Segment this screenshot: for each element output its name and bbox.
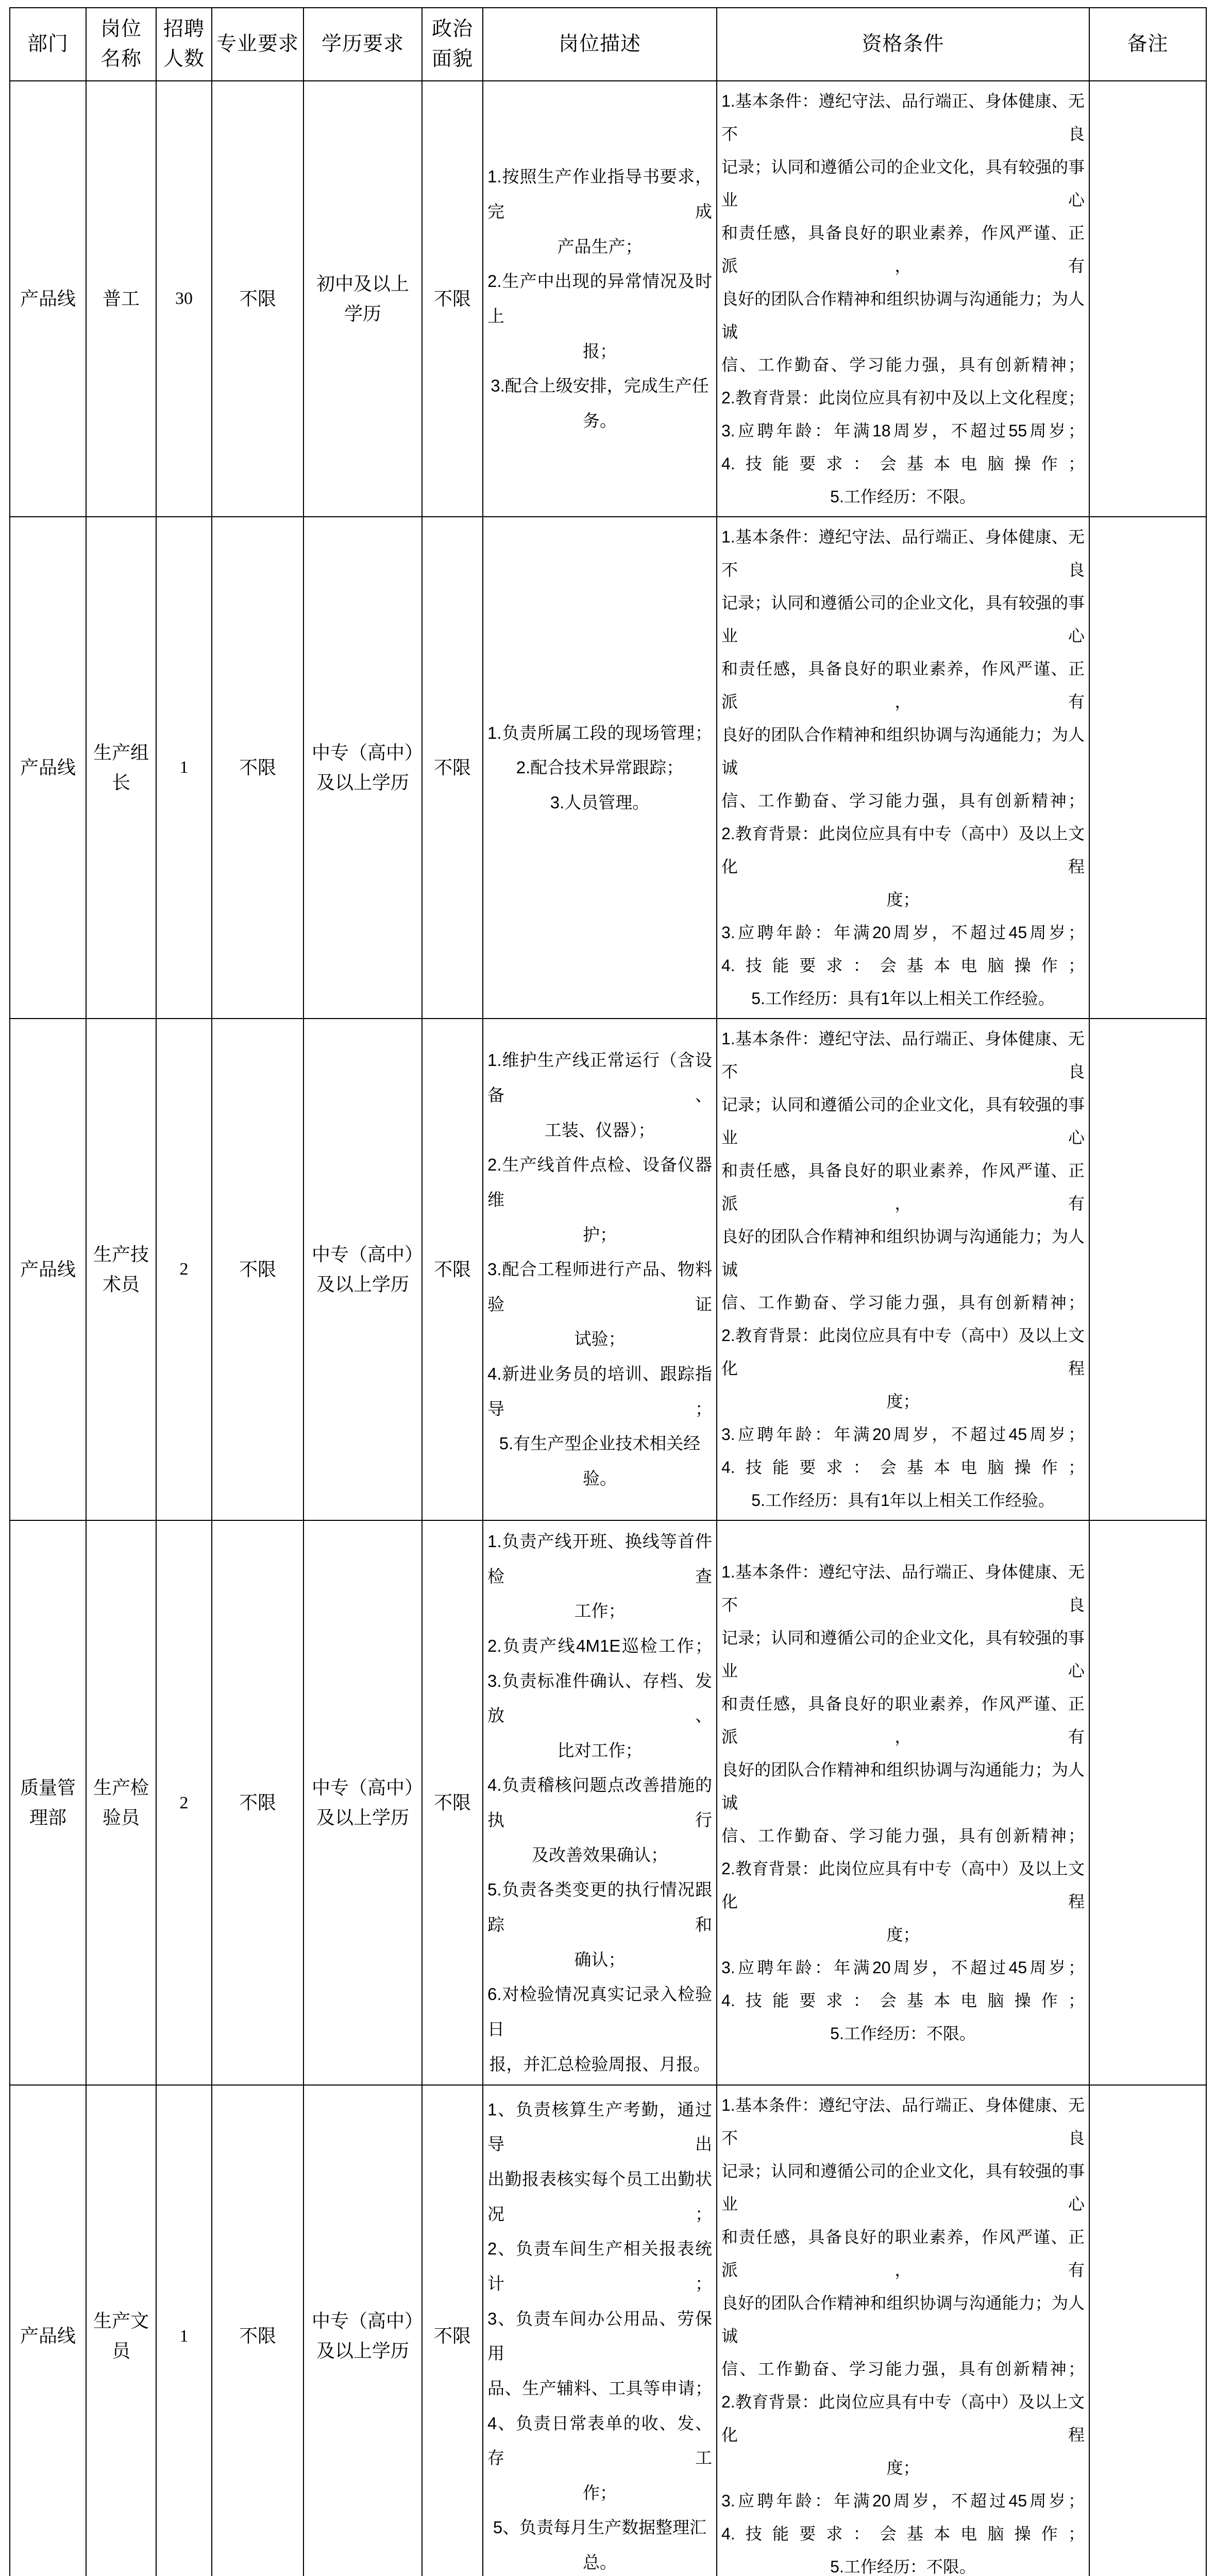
cell-department: 产品线 bbox=[10, 2085, 86, 2576]
cell-education: 初中及以上学历 bbox=[303, 81, 422, 517]
cell-department: 产品线 bbox=[10, 1019, 86, 1520]
cell-politics: 不限 bbox=[422, 1520, 483, 2085]
header-row bbox=[10, 8, 1206, 81]
cell-headcount: 30 bbox=[156, 81, 212, 517]
cell-education: 中专（高中）及以上学历 bbox=[303, 517, 422, 1019]
table-body bbox=[10, 81, 1206, 2576]
cell-headcount: 1 bbox=[156, 2085, 212, 2576]
cell-education: 中专（高中）及以上学历 bbox=[303, 1520, 422, 2085]
cell-position: 普工 bbox=[86, 81, 156, 517]
column-header-major: 专业要求 bbox=[212, 8, 303, 81]
cell-headcount: 1 bbox=[156, 517, 212, 1019]
cell-education: 中专（高中）及以上学历 bbox=[303, 2085, 422, 2576]
cell-headcount: 2 bbox=[156, 1520, 212, 2085]
cell-department: 质量管理部 bbox=[10, 1520, 86, 2085]
cell-qualification: 1.基本条件：遵纪守法、品行端正、身体健康、无不良 记录；认同和遵循公司的企业文化，具有较强的事业心 和责任感，具备良好的职业素养，作风严谨、正派，有 良好的团队合作精神和组织协调与沟通能力；为人诚 信、工作勤奋、学习能力强，具有创新精神； 2.教育背景：此岗位应具有中专（高中）及以上文化程 度； 3.应聘年龄：年满20周岁，不超过45周岁； 4.技能要求：会基本电脑操作； 5.工作经历：具有1年以上相关工作经验。 bbox=[717, 1019, 1089, 1520]
cell-remark bbox=[1089, 517, 1206, 1019]
cell-qualification: 1.基本条件：遵纪守法、品行端正、身体健康、无不良 记录；认同和遵循公司的企业文化，具有较强的事业心 和责任感，具备良好的职业素养，作风严谨、正派，有 良好的团队合作精神和组织协调与沟通能力；为人诚 信、工作勤奋、学习能力强，具有创新精神； 2.教育背景：此岗位应具有中专（高中）及以上文化程 度； 3.应聘年龄：年满20周岁，不超过45周岁； 4.技能要求：会基本电脑操作； 5.工作经历：不限。 bbox=[717, 2085, 1089, 2576]
cell-job-description: 1.负责所属工段的现场管理； 2.配合技术异常跟踪； 3.人员管理。 bbox=[483, 517, 717, 1019]
table-row bbox=[10, 2085, 1206, 2576]
cell-major: 不限 bbox=[212, 1520, 303, 2085]
cell-position: 生产技术员 bbox=[86, 1019, 156, 1520]
cell-department: 产品线 bbox=[10, 81, 86, 517]
table-header bbox=[10, 8, 1206, 81]
cell-position: 生产文员 bbox=[86, 2085, 156, 2576]
cell-position: 生产检验员 bbox=[86, 1520, 156, 2085]
cell-qualification: 1.基本条件：遵纪守法、品行端正、身体健康、无不良 记录；认同和遵循公司的企业文化，具有较强的事业心 和责任感，具备良好的职业素养，作风严谨、正派，有 良好的团队合作精神和组织协调与沟通能力；为人诚 信、工作勤奋、学习能力强，具有创新精神； 2.教育背景：此岗位应具有中专（高中）及以上文化程 度； 3.应聘年龄：年满20周岁，不超过45周岁； 4.技能要求：会基本电脑操作； 5.工作经历：不限。 bbox=[717, 1520, 1089, 2085]
table-row bbox=[10, 517, 1206, 1019]
cell-major: 不限 bbox=[212, 81, 303, 517]
column-header-politics: 政治面貌 bbox=[422, 8, 483, 81]
cell-qualification: 1.基本条件：遵纪守法、品行端正、身体健康、无不良 记录；认同和遵循公司的企业文化，具有较强的事业心 和责任感，具备良好的职业素养，作风严谨、正派，有 良好的团队合作精神和组织协调与沟通能力；为人诚 信、工作勤奋、学习能力强，具有创新精神； 2.教育背景：此岗位应具有中专（高中）及以上文化程 度； 3.应聘年龄：年满20周岁，不超过45周岁； 4.技能要求：会基本电脑操作； 5.工作经历：具有1年以上相关工作经验。 bbox=[717, 517, 1089, 1019]
column-header-headcount: 招聘人数 bbox=[156, 8, 212, 81]
column-header-department: 部门 bbox=[10, 8, 86, 81]
column-header-description: 岗位描述 bbox=[483, 8, 717, 81]
cell-politics: 不限 bbox=[422, 517, 483, 1019]
cell-remark bbox=[1089, 1520, 1206, 2085]
cell-politics: 不限 bbox=[422, 2085, 483, 2576]
cell-major: 不限 bbox=[212, 1019, 303, 1520]
cell-remark bbox=[1089, 1019, 1206, 1520]
column-header-position: 岗位名称 bbox=[86, 8, 156, 81]
cell-major: 不限 bbox=[212, 2085, 303, 2576]
cell-job-description: 1.负责产线开班、换线等首件检查 工作； 2.负责产线4M1E巡检工作； 3.负责标准件确认、存档、发放、 比对工作； 4.负责稽核问题点改善措施的执行 及改善效果确认； 5.负责各类变更的执行情况跟踪和 确认； 6.对检验情况真实记录入检验日 报，并汇总检验周报、月报。 bbox=[483, 1520, 717, 2085]
cell-politics: 不限 bbox=[422, 1019, 483, 1520]
cell-major: 不限 bbox=[212, 517, 303, 1019]
cell-headcount: 2 bbox=[156, 1019, 212, 1520]
cell-position: 生产组长 bbox=[86, 517, 156, 1019]
cell-politics: 不限 bbox=[422, 81, 483, 517]
column-header-education: 学历要求 bbox=[303, 8, 422, 81]
recruitment-table bbox=[9, 7, 1207, 2576]
cell-job-description: 1.按照生产作业指导书要求，完成 产品生产； 2.生产中出现的异常情况及时上 报； 3.配合上级安排，完成生产任务。 bbox=[483, 81, 717, 517]
cell-department: 产品线 bbox=[10, 517, 86, 1019]
column-header-qualification: 资格条件 bbox=[717, 8, 1089, 81]
table-row bbox=[10, 1019, 1206, 1520]
cell-remark bbox=[1089, 2085, 1206, 2576]
cell-job-description: 1.维护生产线正常运行（含设备、 工装、仪器）； 2.生产线首件点检、设备仪器维 护； 3.配合工程师进行产品、物料验证 试验； 4.新进业务员的培训、跟踪指导； 5.有生产型企业技术相关经验。 bbox=[483, 1019, 717, 1520]
cell-qualification: 1.基本条件：遵纪守法、品行端正、身体健康、无不良 记录；认同和遵循公司的企业文化，具有较强的事业心 和责任感，具备良好的职业素养，作风严谨、正派，有 良好的团队合作精神和组织协调与沟通能力；为人诚 信、工作勤奋、学习能力强，具有创新精神； 2.教育背景：此岗位应具有初中及以上文化程度； 3.应聘年龄：年满18周岁，不超过55周岁； 4.技能要求：会基本电脑操作； 5.工作经历：不限。 bbox=[717, 81, 1089, 517]
column-header-remark: 备注 bbox=[1089, 8, 1206, 81]
cell-remark bbox=[1089, 81, 1206, 517]
cell-education: 中专（高中）及以上学历 bbox=[303, 1019, 422, 1520]
cell-job-description: 1、负责核算生产考勤，通过导出 出勤报表核实每个员工出勤状况； 2、负责车间生产相关报表统计； 3、负责车间办公用品、劳保用 品、生产辅料、工具等申请； 4、负责日常表单的收、发、存工 作； 5、负责每月生产数据整理汇总。 bbox=[483, 2085, 717, 2576]
table-row bbox=[10, 81, 1206, 517]
table-row bbox=[10, 1520, 1206, 2085]
